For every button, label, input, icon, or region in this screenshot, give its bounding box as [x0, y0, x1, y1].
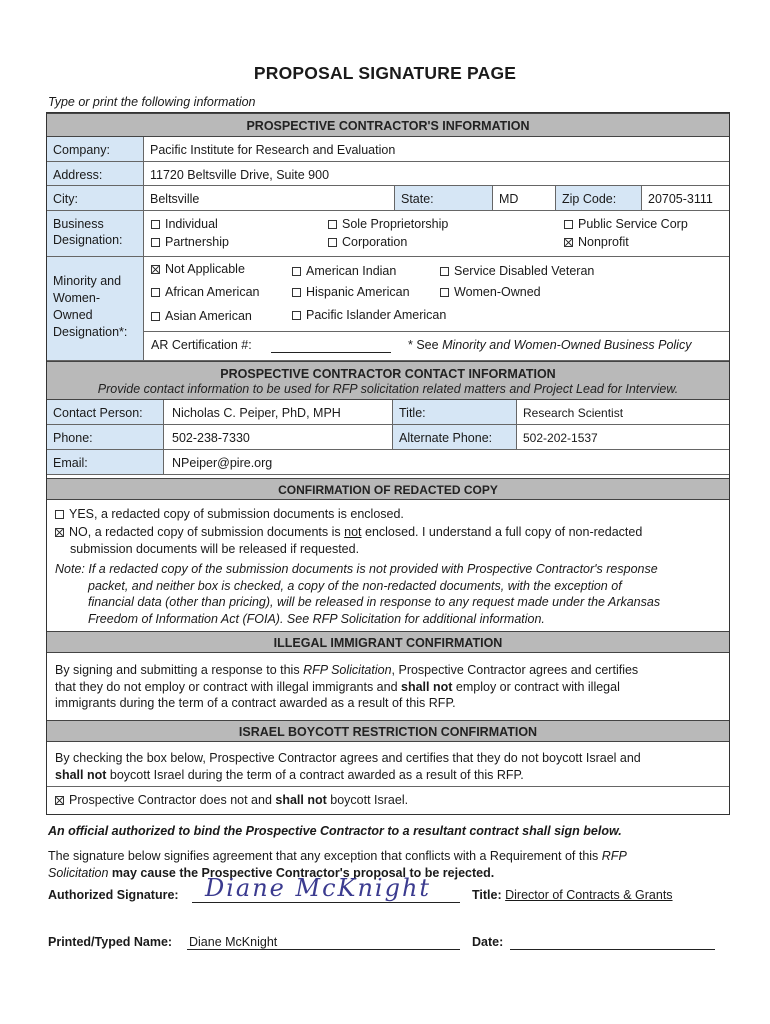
american-indian-label: American Indian [306, 264, 397, 278]
zip-field[interactable]: 20705-3111 [648, 192, 713, 206]
service-disabled-label: Service Disabled Veteran [454, 264, 595, 278]
note-line1: Note: If a redacted copy of the submission documents is not provided with Prospective Contractor's response [55, 562, 658, 576]
contractor-info-header [47, 113, 729, 137]
israel-line1: By checking the box below, Prospective Contractor agrees and certifies that they do not boycott Israel and [55, 751, 641, 765]
option-american-indian[interactable] [292, 264, 396, 278]
business-designation-row [47, 211, 729, 257]
phone-label: Phone: [47, 425, 164, 449]
israel-check-c: boycott Israel. [326, 793, 409, 807]
illegal-line2-a: that they do not employ or contract with illegal immigrants and [55, 679, 402, 694]
divider [47, 786, 729, 787]
checkbox-icon[interactable] [440, 288, 449, 297]
city-label: City: [47, 186, 144, 210]
checkbox-icon[interactable] [292, 311, 301, 320]
checkbox-icon[interactable] [328, 238, 337, 247]
divider [144, 331, 729, 332]
redacted-header [47, 478, 729, 500]
policy-note-prefix: * See [408, 338, 443, 352]
redacted-no-label-cont: enclosed. I understand a full copy of non-redacted [361, 525, 643, 539]
israel-check-b: shall not [275, 793, 327, 807]
checkbox-icon[interactable] [151, 220, 160, 229]
option-not-applicable[interactable] [151, 262, 245, 276]
contact-title-label: Title: [392, 400, 517, 424]
page-title: PROPOSAL SIGNATURE PAGE [253, 63, 517, 83]
illegal-line1-a: By signing and submitting a response to this [55, 663, 304, 677]
illegal-immigrant-header [47, 631, 729, 653]
email-field[interactable]: NPeiper@pire.org [172, 456, 273, 470]
ar-certification-field[interactable] [271, 352, 391, 353]
company-row [47, 137, 729, 162]
email-label: Email: [47, 450, 164, 474]
illegal-immigrant-text [55, 662, 727, 712]
contact-title-field[interactable]: Research Scientist [523, 406, 624, 420]
option-african-american[interactable] [151, 285, 259, 299]
african-american-label: African American [165, 285, 260, 299]
state-label: State: [394, 186, 493, 210]
printed-name-line [187, 949, 460, 950]
sole-label: Sole Proprietorship [342, 217, 449, 231]
minority-designation-row [47, 257, 729, 361]
illegal-line2-c: employ or contract with illegal [452, 679, 620, 694]
redacted-header-text: CONFIRMATION OF REDACTED COPY [278, 483, 498, 497]
checked-checkbox-icon[interactable] [564, 238, 573, 247]
minority-label-line3: Owned [53, 308, 93, 322]
note-line4: Freedom of Information Act (FOIA). See RFP Solicitation for additional information. [88, 611, 545, 626]
israel-boycott-header [47, 720, 729, 742]
agreement-2b: may cause the Prospective Contractor's proposal to be rejected. [108, 865, 495, 880]
israel-line2-a: shall not [55, 767, 107, 782]
note-line2: packet, and neither box is checked, a copy of the non-redacted documents, with the exception of [88, 578, 622, 593]
policy-note-link: Minority and Women-Owned Business Policy [442, 338, 692, 352]
ar-certification-label: AR Certification #: [151, 338, 252, 352]
checked-checkbox-icon[interactable] [151, 265, 160, 274]
signature[interactable]: Diane McKnight [205, 874, 432, 902]
asian-american-label: Asian American [165, 309, 252, 323]
signer-title [472, 888, 673, 902]
contact-person-field[interactable]: Nicholas C. Peiper, PhD, MPH [172, 406, 341, 420]
option-nonprofit[interactable] [564, 235, 629, 249]
phone-field[interactable]: 502-238-7330 [172, 431, 250, 445]
redacted-yes-option[interactable] [55, 507, 404, 521]
email-row [47, 450, 729, 475]
agreement-1b: RFP [601, 849, 627, 863]
option-asian-american[interactable] [151, 309, 252, 323]
signature-form [46, 112, 730, 815]
illegal-line3: immigrants during the term of a contract awarded as a result of this RFP. [55, 696, 456, 710]
israel-boycott-header-text: ISRAEL BOYCOTT RESTRICTION CONFIRMATION [238, 725, 538, 739]
option-hispanic-american[interactable] [292, 285, 410, 299]
redacted-no-not: not [344, 525, 362, 539]
contact-info-header-text: PROSPECTIVE CONTRACTOR CONTACT INFORMATION [220, 367, 556, 381]
title-label: Title: [472, 888, 502, 902]
corporation-label: Corporation [342, 235, 408, 249]
state-field[interactable]: MD [499, 192, 519, 206]
checkbox-icon[interactable] [151, 238, 160, 247]
checked-checkbox-icon[interactable] [55, 528, 64, 537]
option-individual[interactable] [151, 217, 218, 231]
note-line3: financial data (other than pricing), will be released in response to any request made under the Arkansas [88, 595, 661, 609]
checkbox-icon[interactable] [292, 288, 301, 297]
israel-boycott-option[interactable] [55, 793, 408, 807]
zip-label: Zip Code: [555, 186, 642, 210]
nonprofit-label: Nonprofit [578, 235, 629, 249]
option-pacific-islander[interactable] [292, 308, 446, 322]
checkbox-icon[interactable] [292, 267, 301, 276]
contact-person-row [47, 400, 729, 425]
israel-boycott-text [55, 750, 727, 783]
illegal-line1-c: , Prospective Contractor agrees and certifies [391, 663, 639, 677]
women-owned-label: Women-Owned [454, 285, 541, 299]
contact-info-subheader: Provide contact information to be used for RFP solicitation related matters and Project Lead for Interview. [97, 382, 679, 396]
checkbox-icon[interactable] [151, 288, 160, 297]
israel-line2-b: boycott Israel during the term of a contract awarded as a result of this RFP. [106, 767, 524, 782]
date-field[interactable] [510, 949, 715, 950]
signature-line [192, 902, 460, 903]
redacted-no-line2: submission documents will be released if requested. [70, 542, 360, 556]
minority-label-line2: Women- [53, 291, 101, 305]
alt-phone-field[interactable]: 502-202-1537 [523, 431, 598, 445]
company-field[interactable]: Pacific Institute for Research and Evaluation [150, 143, 396, 157]
printed-name-label: Printed/Typed Name: [48, 935, 173, 949]
alt-phone-label: Alternate Phone: [392, 425, 517, 449]
policy-note [408, 338, 691, 352]
option-women-owned[interactable] [440, 285, 541, 299]
business-designation-label [47, 211, 144, 256]
city-field[interactable]: Beltsville [150, 192, 200, 206]
date-label: Date: [472, 935, 504, 949]
option-sole-proprietorship[interactable] [328, 217, 448, 231]
agreement-2a: Solicitation [48, 865, 109, 880]
not-applicable-label: Not Applicable [165, 262, 245, 276]
contractor-info-header-text: PROSPECTIVE CONTRACTOR'S INFORMATION [246, 119, 530, 133]
pacific-islander-label: Pacific Islander American [306, 308, 447, 322]
checkbox-icon[interactable] [55, 510, 64, 519]
hispanic-american-label: Hispanic American [306, 285, 410, 299]
checkbox-icon[interactable] [328, 220, 337, 229]
redacted-no-label: NO, a redacted copy of submission documents is [69, 525, 345, 539]
individual-label: Individual [165, 217, 218, 231]
checkbox-icon[interactable] [564, 220, 573, 229]
public-service-label: Public Service Corp [578, 217, 688, 231]
phone-row [47, 425, 729, 450]
option-service-disabled-veteran[interactable] [440, 264, 594, 278]
minority-label-line4: Designation*: [53, 325, 128, 339]
contact-info-header [47, 361, 729, 400]
city-row [47, 186, 729, 211]
option-corporation[interactable] [328, 235, 407, 249]
address-row [47, 162, 729, 186]
minority-designation-label [47, 257, 144, 360]
option-partnership[interactable] [151, 235, 229, 249]
instructions: Type or print the following information [48, 95, 256, 109]
checked-checkbox-icon[interactable] [55, 796, 64, 805]
business-label-line2: Designation: [53, 233, 123, 247]
minority-label-line1: Minority and [53, 274, 122, 288]
redacted-yes-label: YES, a redacted copy of submission documents is enclosed. [69, 507, 404, 521]
illegal-immigrant-header-text: ILLEGAL IMMIGRANT CONFIRMATION [273, 636, 503, 650]
illegal-line2-b: shall not [401, 679, 453, 694]
option-public-service-corp[interactable] [564, 217, 688, 231]
contact-person-label: Contact Person: [47, 400, 164, 424]
illegal-line1-b: RFP Solicitation [303, 663, 392, 677]
business-label-line1: Business [53, 217, 104, 231]
printed-name-value[interactable]: Diane McKnight [189, 935, 278, 949]
company-label: Company: [47, 137, 144, 161]
israel-check-a: Prospective Contractor does not and [69, 793, 276, 807]
title-value[interactable]: Director of Contracts & Grants [505, 888, 673, 902]
address-label: Address: [47, 162, 144, 185]
partnership-label: Partnership [165, 235, 229, 249]
agreement-1a: The signature below signifies agreement that any exception that conflicts with a Requirement of this [48, 849, 602, 863]
official-statement: An official authorized to bind the Prospective Contractor to a resultant contract shall sign below. [48, 824, 622, 838]
checkbox-icon[interactable] [440, 267, 449, 276]
address-field[interactable]: 11720 Beltsville Drive, Suite 900 [150, 168, 330, 182]
redacted-no-option[interactable] [55, 525, 642, 539]
authorized-signature-label: Authorized Signature: [48, 888, 179, 902]
checkbox-icon[interactable] [151, 312, 160, 321]
redacted-note [55, 561, 727, 627]
